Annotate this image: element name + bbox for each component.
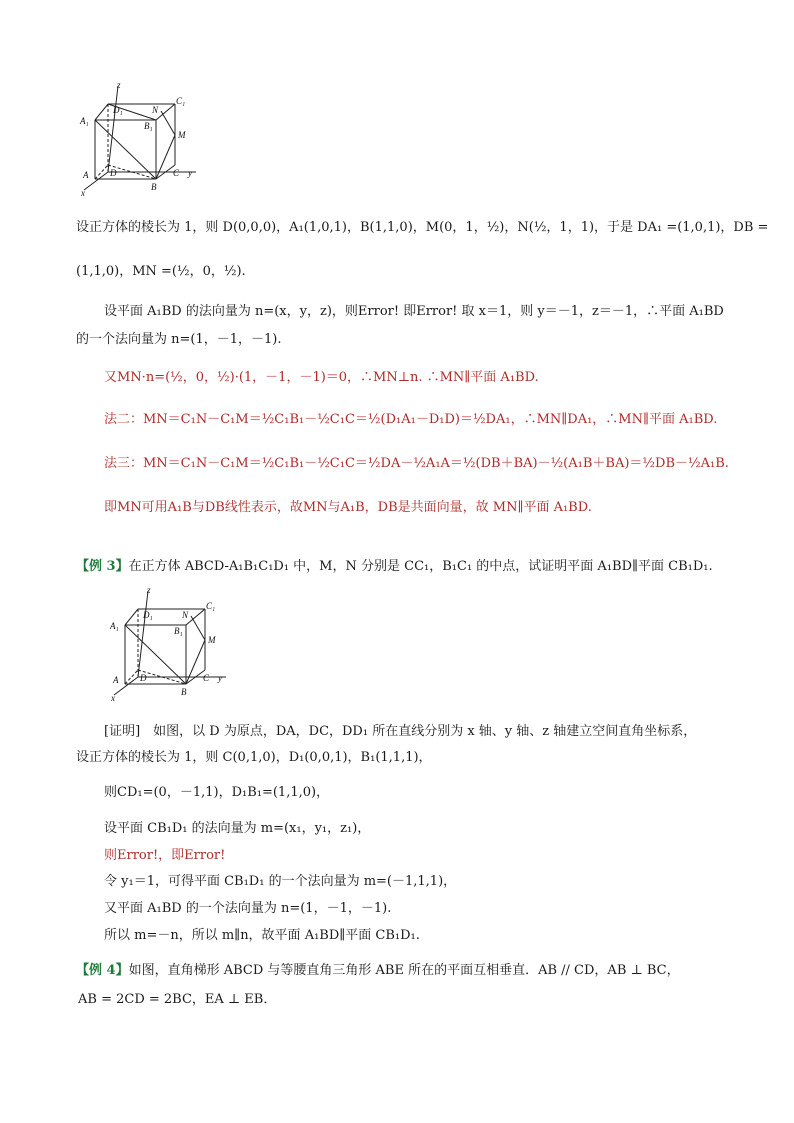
label-D1: D₁ <box>143 610 153 620</box>
label-B: B <box>151 182 157 192</box>
label-A: A <box>113 675 119 685</box>
text-line-5: 又MN·n=(½，0，½)·(1，－1，－1)＝0，∴MN⊥n. ∴MN∥平面 A₁BD. <box>104 370 539 385</box>
proof-line-7: 又平面 A₁BD 的一个法向量为 n=(1，－1，－1). <box>104 901 392 916</box>
text-line-7: 法三：MN＝C₁N－C₁M＝½C₁B₁－½C₁C＝½DA－½A₁A＝½(DB＋BA)－½(A₁B＋BA)＝½DB－½A₁B. <box>104 456 729 471</box>
example-4-text-2: AB = 2CD = 2BC，EA ⊥ EB． <box>78 992 277 1007</box>
label-D1: D₁ <box>113 105 123 115</box>
label-y: y <box>218 673 222 683</box>
label-M: M <box>178 130 186 140</box>
label-M: M <box>208 635 216 645</box>
label-B1: B₁ <box>144 121 153 131</box>
label-z: z <box>117 80 121 90</box>
text-line-1: 设正方体的棱长为 1，则 D(0,0,0)，A₁(1,0,1)，B(1,1,0)，M(0，1，½)，N(½，1，1)，于是 DA₁ =(1,0,1)，DB = <box>76 220 769 235</box>
label-D: D <box>110 168 117 178</box>
proof-line-6: 令 y₁＝1，可得平面 CB₁D₁ 的一个法向量为 m=(－1,1,1)， <box>104 874 457 889</box>
example-3-text: 在正方体 ABCD-A₁B₁C₁D₁ 中，M，N 分别是 CC₁，B₁C₁ 的中点，试证明平面 A₁BD∥平面 CB₁D₁. <box>128 559 713 574</box>
text-line-4: 的一个法向量为 n=(1，－1，－1). <box>76 332 282 347</box>
label-C1: C₁ <box>176 96 186 106</box>
label-z: z <box>147 585 151 595</box>
text-line-6: 法二：MN＝C₁N－C₁M＝½C₁B₁－½C₁C＝½(D₁A₁－D₁D)＝½DA₁，∴MN∥DA₁，∴MN∥平面 A₁BD. <box>104 412 718 427</box>
label-C: C <box>173 168 180 178</box>
label-C1: C₁ <box>206 601 216 611</box>
proof-line-8: 所以 m=－n，所以 m∥n，故平面 A₁BD∥平面 CB₁D₁. <box>104 928 420 943</box>
label-x: x <box>111 693 115 703</box>
label-y: y <box>188 168 192 178</box>
cube-figure-1 <box>78 80 208 198</box>
text-line-3: 设平面 A₁BD 的法向量为 n=(x，y，z)，则Error! 即Error! 取 x＝1，则 y＝－1，z＝－1，∴平面 A₁BD <box>104 304 724 319</box>
label-A: A <box>83 170 89 180</box>
label-A1: A₁ <box>110 621 119 631</box>
proof-line-5: 则Error!，即Error! <box>104 848 226 863</box>
label-B: B <box>181 687 187 697</box>
label-N: N <box>182 610 189 620</box>
example-4-tag: 【例 4】 <box>76 963 129 978</box>
proof-line-4: 设平面 CB₁D₁ 的法向量为 m=(x₁，y₁，z₁)， <box>104 821 371 836</box>
label-D: D <box>140 673 147 683</box>
label-A1: A₁ <box>80 116 89 126</box>
label-B1: B₁ <box>174 626 183 636</box>
label-N: N <box>152 105 159 115</box>
label-x: x <box>81 188 85 198</box>
example-4-text: 如图，直角梯形 ABCD 与等腰直角三角形 ABE 所在的平面互相垂直．AB // CD，AB ⊥ BC， <box>128 963 680 978</box>
example-3 <box>76 557 726 577</box>
text-line-8: 即MN可用A₁B与DB线性表示，故MN与A₁B，DB是共面向量，故 MN∥平面 A₁BD. <box>104 500 592 515</box>
text-line-2: (1,1,0)，MN =(½，0，½). <box>76 264 246 279</box>
label-C: C <box>203 673 210 683</box>
proof-line-2: 设正方体的棱长为 1，则 C(0,1,0)，D₁(0,0,1)，B₁(1,1,1)， <box>76 750 432 765</box>
proof-line-3: 则CD₁=(0，－1,1)，D₁B₁=(1,1,0)， <box>104 785 330 800</box>
proof-line-1: [证明] 如图，以 D 为原点，DA，DC，DD₁ 所在直线分别为 x 轴、y 轴、z 轴建立空间直角坐标系， <box>104 724 697 739</box>
example-4 <box>76 961 726 981</box>
cube-figure-2 <box>108 585 238 703</box>
example-3-tag: 【例 3】 <box>76 559 129 574</box>
